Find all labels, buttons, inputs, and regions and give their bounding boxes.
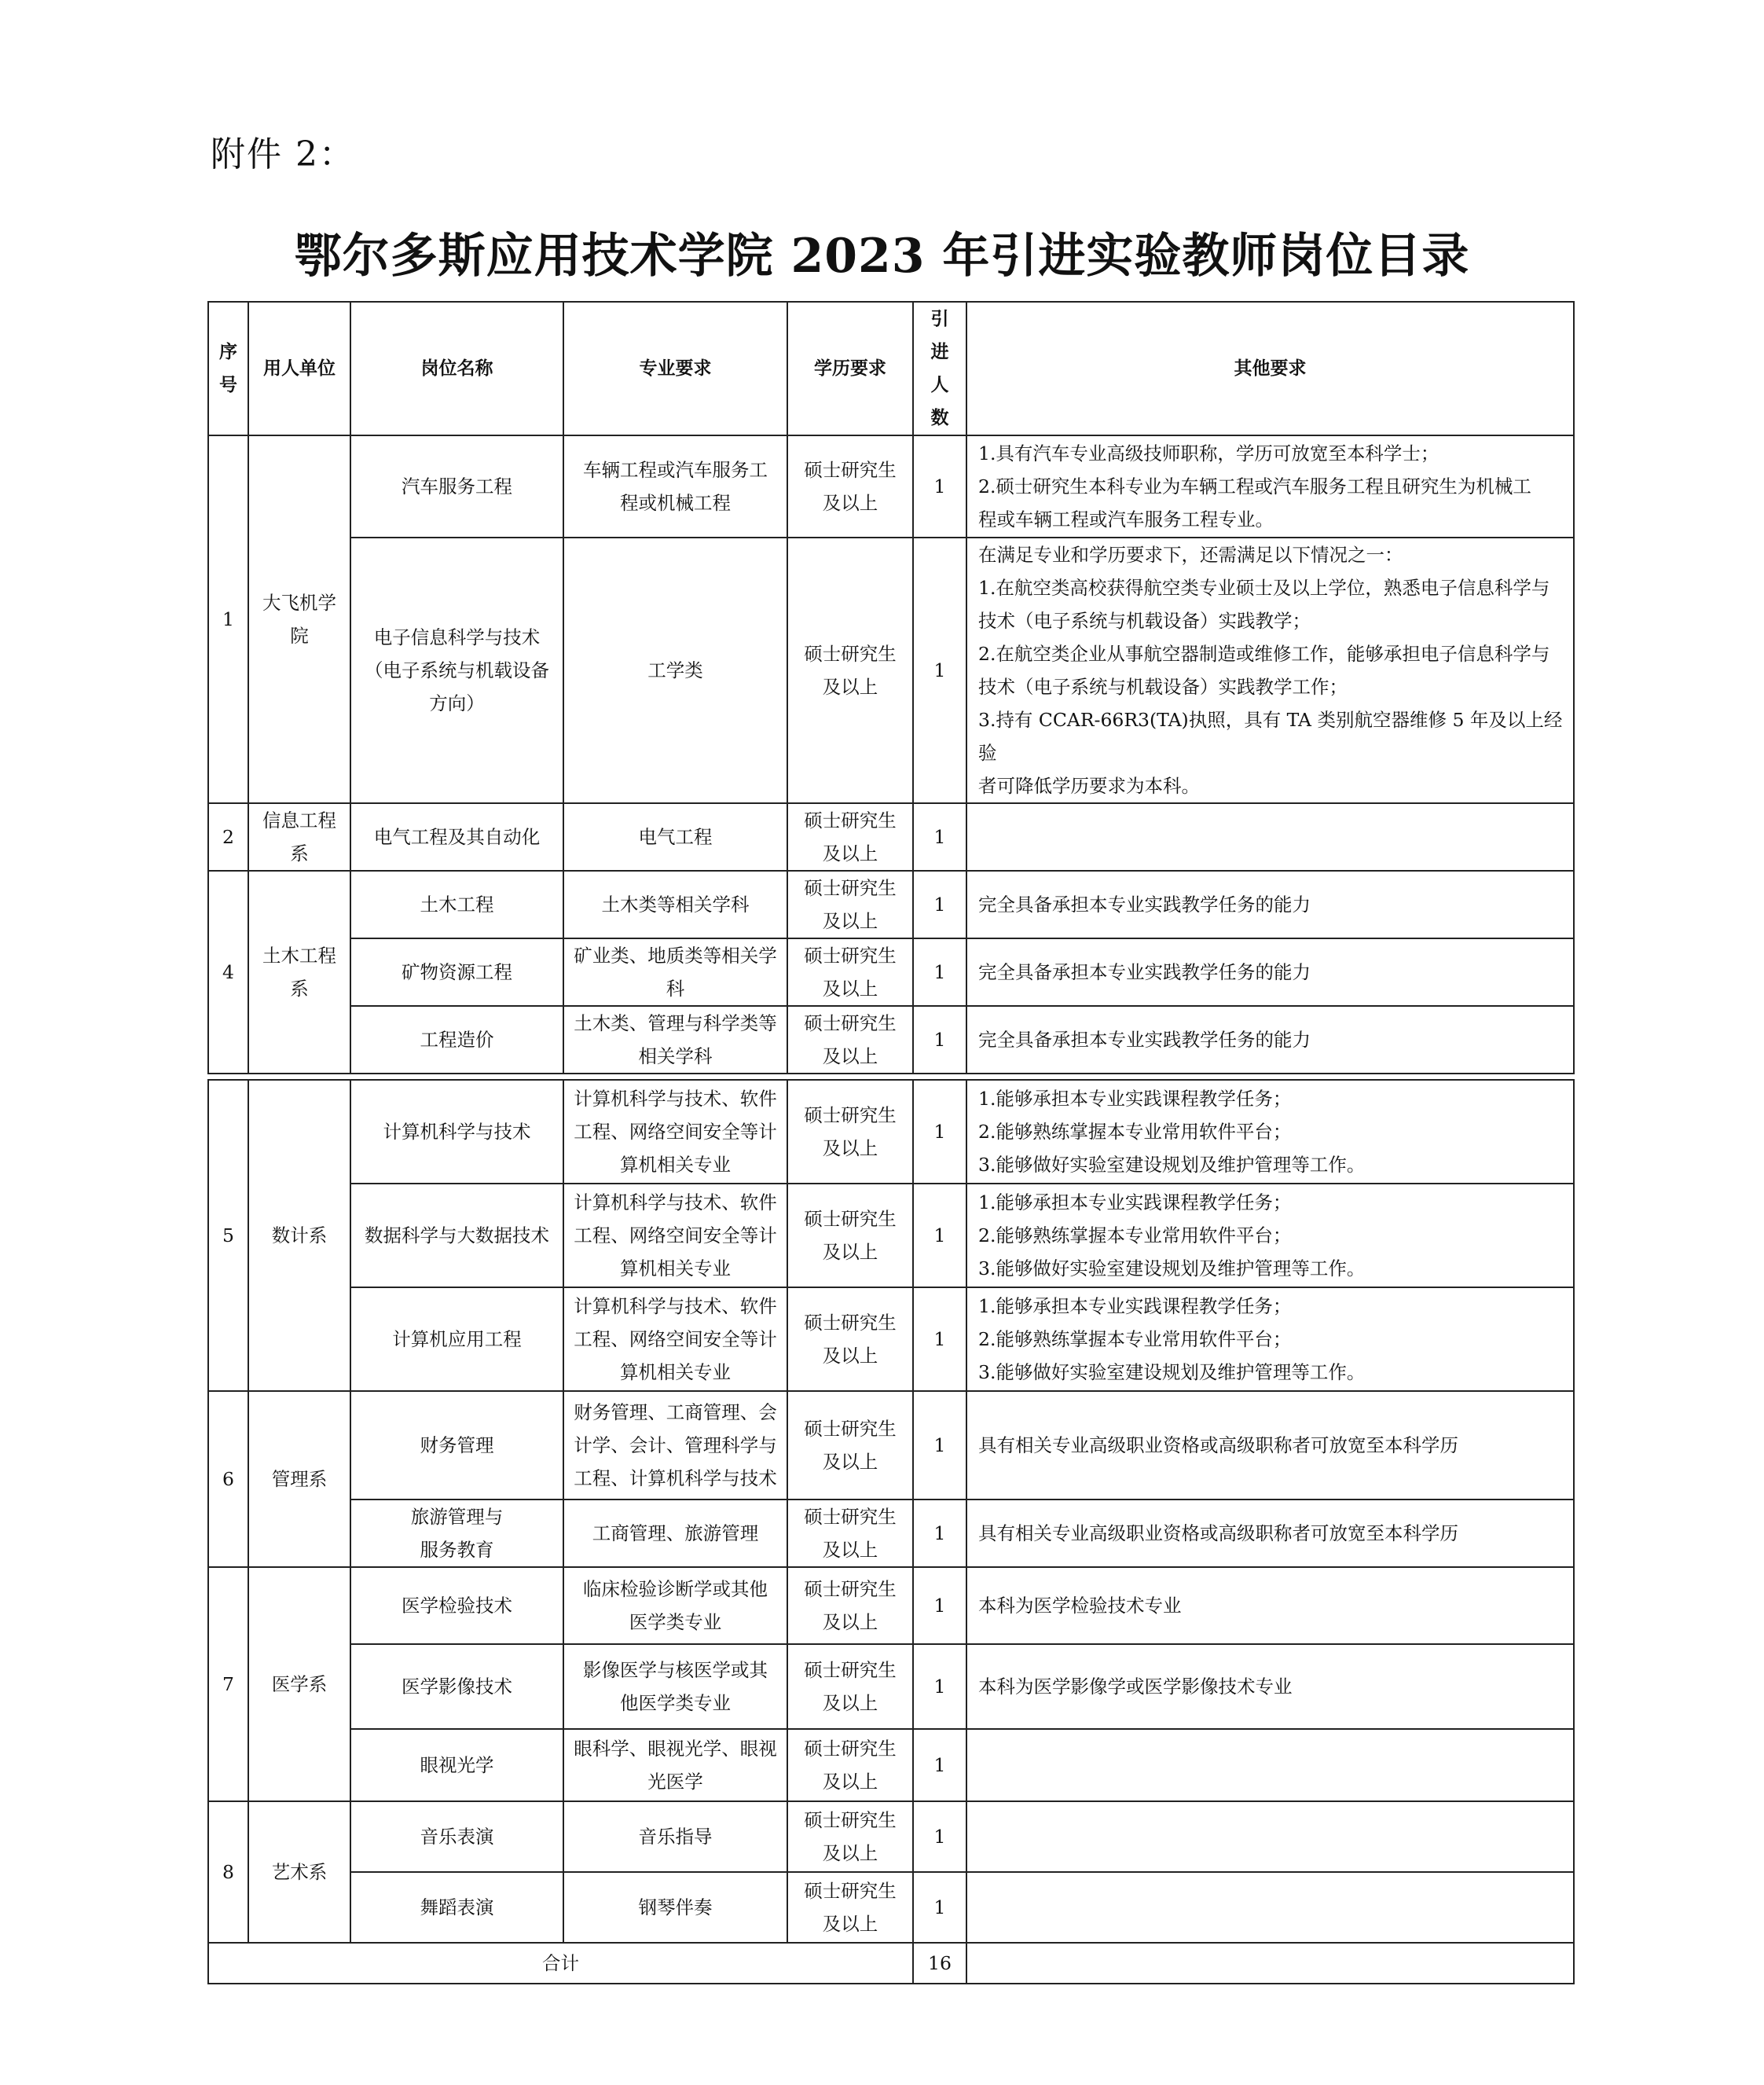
major-cell: 钢琴伴奏 [563,1872,787,1943]
count-cell: 1 [913,1006,966,1074]
table-row [208,871,1574,938]
unit-cell: 艺术系 [248,1801,350,1943]
major-cell: 土木类等相关学科 [563,871,787,938]
education-cell: 硕士研究生 及以上 [787,1287,913,1391]
position-cell: 电子信息科学与技术 （电子系统与机载设备 方向） [350,538,563,803]
table-row [208,1080,1574,1184]
count-cell: 1 [913,1184,966,1287]
other-requirements-cell: 1.具有汽车专业高级技师职称，学历可放宽至本科学士； 2.硕士研究生本科专业为车辆工程或汽车服务工程且研究生为机械工 程或车辆工程或汽车服务工程专业。 [966,435,1574,538]
unit-cell: 大飞机学 院 [248,435,350,803]
table-row [208,1391,1574,1500]
count-cell: 1 [913,871,966,938]
table-gap [208,1074,1574,1080]
other-requirements-cell: 完全具备承担本专业实践教学任务的能力 [966,1006,1574,1074]
seq-cell: 1 [208,435,248,803]
education-cell: 硕士研究生 及以上 [787,1872,913,1943]
major-cell: 车辆工程或汽车服务工 程或机械工程 [563,435,787,538]
header-count: 引 进 人 数 [913,302,966,435]
position-cell: 计算机科学与技术 [350,1080,563,1184]
unit-cell: 信息工程 系 [248,803,350,871]
header-row [208,302,1574,435]
other-requirements-cell: 完全具备承担本专业实践教学任务的能力 [966,871,1574,938]
header-position: 岗位名称 [350,302,563,435]
major-cell: 音乐指导 [563,1801,787,1872]
education-cell: 硕士研究生 及以上 [787,1567,913,1644]
unit-cell: 医学系 [248,1567,350,1801]
table-row [208,1644,1574,1729]
gap-cell [208,1074,1574,1080]
education-cell: 硕士研究生 及以上 [787,871,913,938]
education-cell: 硕士研究生 及以上 [787,1500,913,1567]
total-label: 合计 [208,1943,913,1984]
table-row [208,1801,1574,1872]
table-row [208,1006,1574,1074]
education-cell: 硕士研究生 及以上 [787,938,913,1006]
major-cell: 计算机科学与技术、软件 工程、网络空间安全等计 算机相关专业 [563,1080,787,1184]
count-cell: 1 [913,1287,966,1391]
count-cell: 1 [913,938,966,1006]
education-cell: 硕士研究生 及以上 [787,1006,913,1074]
education-cell: 硕士研究生 及以上 [787,538,913,803]
other-requirements-cell: 1.能够承担本专业实践课程教学任务； 2.能够熟练掌握本专业常用软件平台； 3.能够做好实验室建设规划及维护管理等工作。 [966,1287,1574,1391]
major-cell: 影像医学与核医学或其 他医学类专业 [563,1644,787,1729]
header-major: 专业要求 [563,302,787,435]
unit-cell: 数计系 [248,1080,350,1391]
education-cell: 硕士研究生 及以上 [787,1644,913,1729]
unit-cell: 管理系 [248,1391,350,1567]
other-requirements-cell [966,803,1574,871]
attachment-label: 附件 2： [211,134,355,174]
header-education: 学历要求 [787,302,913,435]
position-cell: 音乐表演 [350,1801,563,1872]
count-cell: 1 [913,1567,966,1644]
count-cell: 1 [913,1644,966,1729]
other-requirements-cell: 完全具备承担本专业实践教学任务的能力 [966,938,1574,1006]
position-cell: 医学影像技术 [350,1644,563,1729]
position-cell: 数据科学与大数据技术 [350,1184,563,1287]
major-cell: 工学类 [563,538,787,803]
count-cell: 1 [913,1872,966,1943]
major-cell: 计算机科学与技术、软件 工程、网络空间安全等计 算机相关专业 [563,1184,787,1287]
count-cell: 1 [913,435,966,538]
position-cell: 工程造价 [350,1006,563,1074]
major-cell: 工商管理、旅游管理 [563,1500,787,1567]
education-cell: 硕士研究生 及以上 [787,1729,913,1801]
other-requirements-cell [966,1872,1574,1943]
major-cell: 眼科学、眼视光学、眼视 光医学 [563,1729,787,1801]
other-requirements-cell [966,1801,1574,1872]
major-cell: 电气工程 [563,803,787,871]
table-row [208,435,1574,538]
other-requirements-cell: 1.能够承担本专业实践课程教学任务； 2.能够熟练掌握本专业常用软件平台； 3.能够做好实验室建设规划及维护管理等工作。 [966,1184,1574,1287]
position-cell: 土木工程 [350,871,563,938]
table-row [208,1500,1574,1567]
table-row [208,538,1574,803]
seq-cell: 7 [208,1567,248,1801]
seq-cell: 8 [208,1801,248,1943]
table-row [208,938,1574,1006]
unit-cell: 土木工程 系 [248,871,350,1074]
total-other [966,1943,1574,1984]
seq-cell: 6 [208,1391,248,1567]
seq-cell: 2 [208,803,248,871]
major-cell: 临床检验诊断学或其他 医学类专业 [563,1567,787,1644]
position-cell: 医学检验技术 [350,1567,563,1644]
other-requirements-cell: 本科为医学影像学或医学影像技术专业 [966,1644,1574,1729]
position-cell: 眼视光学 [350,1729,563,1801]
major-cell: 矿业类、地质类等相关学 科 [563,938,787,1006]
position-cell: 电气工程及其自动化 [350,803,563,871]
position-cell: 旅游管理与 服务教育 [350,1500,563,1567]
table-row [208,803,1574,871]
count-cell: 1 [913,1801,966,1872]
table-row [208,1287,1574,1391]
major-cell: 土木类、管理与科学类等 相关学科 [563,1006,787,1074]
position-cell: 计算机应用工程 [350,1287,563,1391]
other-requirements-cell: 本科为医学检验技术专业 [966,1567,1574,1644]
education-cell: 硕士研究生 及以上 [787,803,913,871]
education-cell: 硕士研究生 及以上 [787,1080,913,1184]
count-cell: 1 [913,1080,966,1184]
header-other: 其他要求 [966,302,1574,435]
seq-cell: 4 [208,871,248,1074]
other-requirements-cell: 具有相关专业高级职业资格或高级职称者可放宽至本科学历 [966,1500,1574,1567]
table-row [208,1567,1574,1644]
education-cell: 硕士研究生 及以上 [787,1184,913,1287]
table-row [208,1872,1574,1943]
education-cell: 硕士研究生 及以上 [787,1391,913,1500]
education-cell: 硕士研究生 及以上 [787,435,913,538]
total-row [208,1943,1574,1984]
other-requirements-cell: 1.能够承担本专业实践课程教学任务； 2.能够熟练掌握本专业常用软件平台； 3.能够做好实验室建设规划及维护管理等工作。 [966,1080,1574,1184]
position-cell: 财务管理 [350,1391,563,1500]
page-title: 鄂尔多斯应用技术学院 2023 年引进实验教师岗位目录 [294,229,1470,284]
position-cell: 矿物资源工程 [350,938,563,1006]
total-count: 16 [913,1943,966,1984]
table-body [208,435,1574,1984]
major-cell: 计算机科学与技术、软件 工程、网络空间安全等计 算机相关专业 [563,1287,787,1391]
position-catalog-table [207,301,1575,1984]
count-cell: 1 [913,1729,966,1801]
count-cell: 1 [913,1391,966,1500]
education-cell: 硕士研究生 及以上 [787,1801,913,1872]
table-row [208,1184,1574,1287]
major-cell: 财务管理、工商管理、会 计学、会计、管理科学与 工程、计算机科学与技术 [563,1391,787,1500]
other-requirements-cell: 在满足专业和学历要求下，还需满足以下情况之一： 1.在航空类高校获得航空类专业硕士及以上学位，熟悉电子信息科学与 技术（电子系统与机载设备）实践教学； 2.在航空类企业从事航空器制造或维修工作，能够承担电子信息科学与 技术（电子系统与机载设备）实践教学工作； 3.持有 CCAR-66R3(TA)执照，具有 TA 类别航空器维修 5 年及以上经验 者可降低学历要求为本科。 [966,538,1574,803]
other-requirements-cell: 具有相关专业高级职业资格或高级职称者可放宽至本科学历 [966,1391,1574,1500]
header-seq: 序 号 [208,302,248,435]
position-cell: 汽车服务工程 [350,435,563,538]
table-row [208,1729,1574,1801]
seq-cell: 5 [208,1080,248,1391]
count-cell: 1 [913,538,966,803]
count-cell: 1 [913,1500,966,1567]
count-cell: 1 [913,803,966,871]
header-unit: 用人单位 [248,302,350,435]
position-cell: 舞蹈表演 [350,1872,563,1943]
other-requirements-cell [966,1729,1574,1801]
